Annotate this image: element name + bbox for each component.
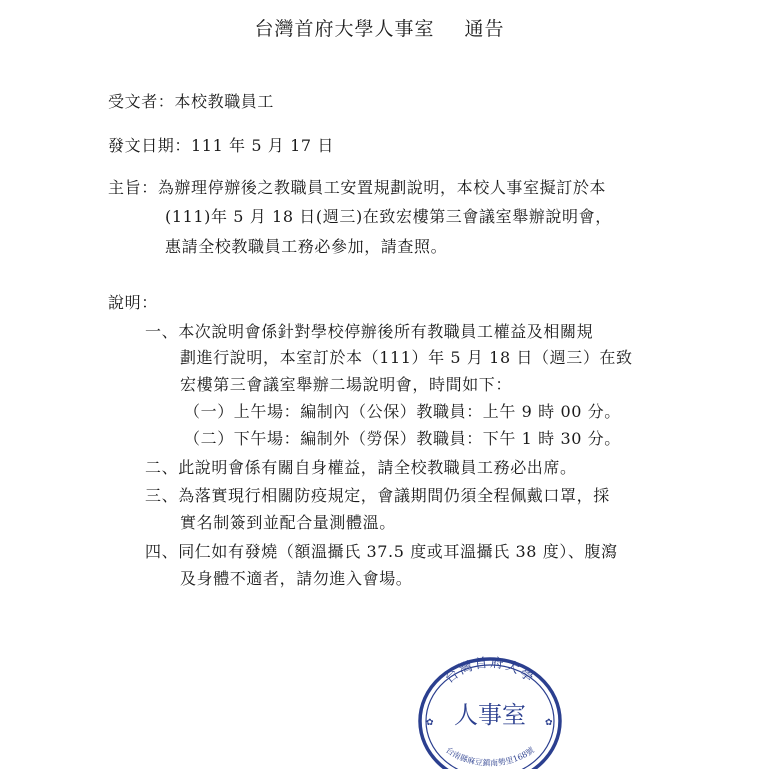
item-number: 四、	[145, 542, 179, 561]
seal-star-left: ✿	[426, 718, 434, 728]
item-number: 一、	[145, 322, 179, 341]
item-3-line-2: 實名制簽到並配合量測體溫。	[180, 513, 396, 532]
official-seal	[415, 645, 565, 769]
item-text: 本次說明會係針對學校停辦後所有教職員工權益及相關規	[178, 322, 594, 341]
item-text: 同仁如有發燒（額溫攝氏 37.5 度或耳溫攝氏 38 度）、腹瀉	[178, 542, 618, 561]
seal-arc-bottom: 台南縣麻豆鎮南勢里168號	[444, 745, 536, 768]
item-1-line-2: 劃進行說明，本室訂於本（111）年 5 月 18 日（週三）在致	[180, 348, 633, 367]
item-2	[145, 455, 577, 478]
item-3	[145, 483, 610, 506]
office-name: 台灣首府大學人事室	[254, 18, 435, 40]
seal-arc-top: 台灣首府大學	[442, 655, 538, 687]
date-value: 111 年 5 月 17 日	[191, 136, 334, 155]
seal-star-right: ✿	[545, 718, 553, 728]
recipient-label: 受文者：	[108, 92, 175, 111]
recipient-value: 本校教職員工	[174, 92, 275, 111]
item-number: 二、	[145, 458, 179, 477]
doc-type: 通告	[464, 18, 505, 40]
notice-title	[0, 14, 759, 41]
svg-text:台南縣麻豆鎮南勢里168號	[444, 745, 536, 768]
item-1-line-3: 宏樓第三會議室舉辦二場說明會，時間如下：	[180, 375, 513, 394]
subject-label: 主旨：	[108, 178, 158, 197]
recipient-line	[108, 89, 274, 112]
item-4-line-2: 及身體不適者，請勿進入會場。	[180, 569, 413, 588]
session-afternoon: （二）下午場：編制外（勞保）教職員：下午 1 時 30 分。	[184, 429, 621, 448]
explanation-label: 說明：	[108, 293, 158, 312]
item-4	[145, 539, 618, 562]
session-morning: （一）上午場：編制內（公保）教職員：上午 9 時 00 分。	[184, 402, 621, 421]
subject-line-3: 惠請全校教職員工務必參加，請查照。	[165, 237, 448, 256]
item-text: 此說明會係有關自身權益，請全校教職員工務必出席。	[178, 458, 577, 477]
date-label: 發文日期：	[108, 136, 192, 155]
seal-center-text: 人事室	[454, 701, 526, 729]
date-line	[108, 133, 334, 156]
subject-line-1	[108, 175, 606, 198]
item-1	[145, 319, 593, 342]
item-text: 為落實現行相關防疫規定，會議期間仍須全程佩戴口罩，採	[178, 486, 610, 505]
item-number: 三、	[145, 486, 179, 505]
subject-text: 為辦理停辦後之教職員工安置規劃說明，本校人事室擬訂於本	[157, 178, 607, 197]
subject-line-2: (111)年 5 月 18 日(週三)在致宏樓第三會議室舉辦說明會，	[165, 207, 612, 226]
